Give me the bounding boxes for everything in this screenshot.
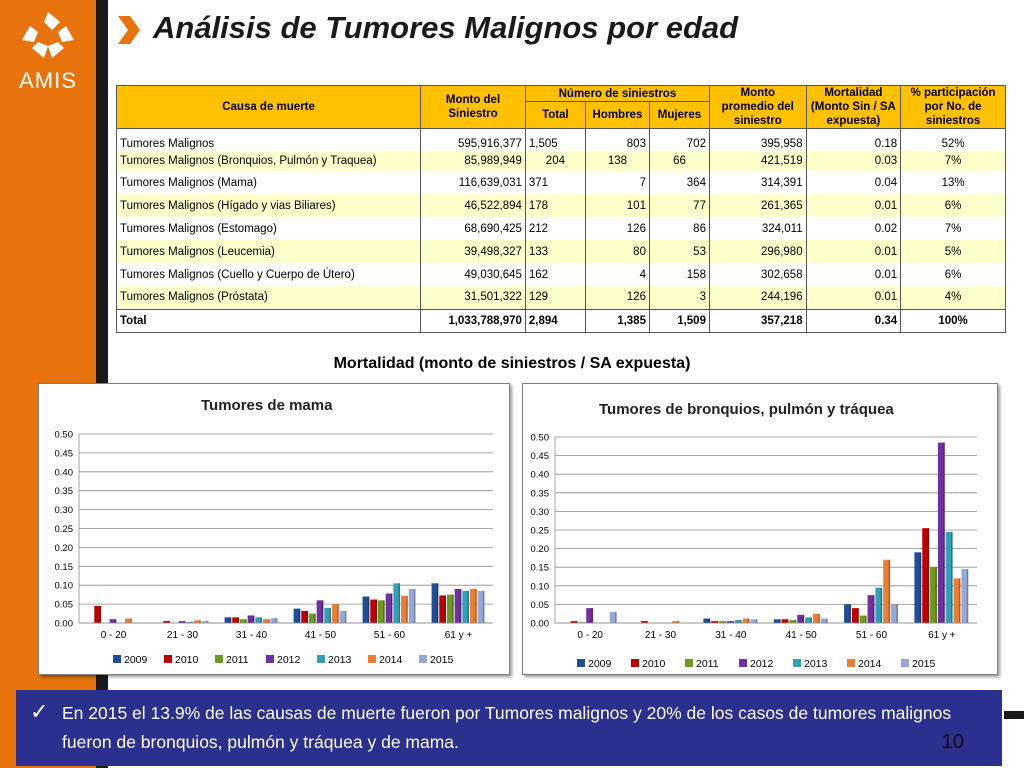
cell-total: 178 xyxy=(525,194,585,217)
cell-share: 6% xyxy=(901,194,1006,217)
bar-shade xyxy=(928,528,930,623)
cell-mortality: 0.01 xyxy=(806,286,901,309)
cell-share: 13% xyxy=(901,171,1006,194)
table-row xyxy=(117,171,1006,194)
cell-amount: 68,690,425 xyxy=(421,217,526,240)
cell-cause: Tumores Malignos (Próstata) xyxy=(117,286,421,309)
cell-women: 53 xyxy=(649,240,709,263)
logo-text: AMIS xyxy=(19,68,77,93)
x-tick-label: 31 - 40 xyxy=(235,630,268,641)
cell-share: 6% xyxy=(901,263,1006,286)
summary-text: En 2015 el 13.9% de las causas de muerte fueron por Tumores malignos y 20% de los casos de tumores malignos fueron de bronquios, pulmón y tráquea y de mama. xyxy=(62,703,952,752)
bar-shade xyxy=(414,589,416,623)
legend-swatch xyxy=(419,655,427,663)
cell-women: 158 xyxy=(649,263,709,286)
bar-shade xyxy=(896,604,898,623)
legend-label: 2012 xyxy=(277,654,301,666)
summary-note xyxy=(16,690,1002,766)
legend-label: 2015 xyxy=(912,658,936,670)
cell-amount: 46,522,894 xyxy=(421,194,526,217)
bar-shade xyxy=(460,589,462,623)
cell-cause: Tumores Malignos (Hígado y vias Biliares) xyxy=(117,194,421,217)
y-tick-label: 0.30 xyxy=(54,505,73,517)
legend-label: 2013 xyxy=(328,654,352,666)
table-row xyxy=(117,286,1006,309)
y-tick-label: 0.30 xyxy=(530,506,549,518)
bar-shade xyxy=(276,618,278,623)
bar-shade xyxy=(237,617,239,623)
bar-shade xyxy=(779,619,781,623)
bar-shade xyxy=(967,569,969,623)
checkmark-icon: ✓ xyxy=(30,699,49,724)
cell-mortality: 0.01 xyxy=(806,263,901,286)
x-tick-label: 0 - 20 xyxy=(100,630,127,641)
cell-women: 702 xyxy=(649,129,709,152)
cell-avg: 296,980 xyxy=(709,240,806,263)
bar-shade xyxy=(322,600,324,623)
cell-men: 1,385 xyxy=(585,309,649,332)
decorative-bar xyxy=(1004,711,1024,719)
y-tick-label: 0.00 xyxy=(530,618,549,630)
cell-women: 86 xyxy=(649,217,709,240)
cell-men: 80 xyxy=(585,240,649,263)
x-tick-label: 51 - 60 xyxy=(373,630,406,641)
cell-women: 77 xyxy=(649,194,709,217)
x-tick-label: 61 y + xyxy=(928,630,956,641)
bar-shade xyxy=(437,583,439,623)
legend-label: 2015 xyxy=(430,654,454,666)
legend-swatch xyxy=(317,655,325,663)
header-share: % participación por No. de siniestros xyxy=(901,86,1006,129)
legend-swatch xyxy=(739,659,747,667)
table-row xyxy=(117,217,1006,240)
header-men: Hombres xyxy=(585,102,649,129)
cell-total: 371 xyxy=(525,171,585,194)
cell-mortality: 0.02 xyxy=(806,217,901,240)
bar-shade xyxy=(740,620,742,623)
bar-shade xyxy=(826,619,828,623)
legend-label: 2013 xyxy=(804,658,828,670)
legend-swatch xyxy=(847,659,855,667)
cell-mortality: 0.18 xyxy=(806,129,901,152)
legend-swatch xyxy=(631,659,639,667)
bar-shade xyxy=(483,591,485,623)
cell-total: 129 xyxy=(525,286,585,309)
bar-shade xyxy=(115,619,117,623)
bar-shade xyxy=(314,614,316,623)
legend-swatch xyxy=(266,655,274,663)
header-total: Total xyxy=(525,102,585,129)
cell-women: 364 xyxy=(649,171,709,194)
chart-mama-svg xyxy=(39,384,509,674)
cell-amount: 31,501,322 xyxy=(421,286,526,309)
header-cause: Causa de muerte xyxy=(117,86,421,129)
x-tick-label: 21 - 30 xyxy=(644,630,677,641)
cell-women: 66 xyxy=(649,151,709,171)
y-tick-label: 0.00 xyxy=(54,618,73,630)
cell-men: 101 xyxy=(585,194,649,217)
bar-shade xyxy=(475,589,477,623)
x-tick-label: 0 - 20 xyxy=(577,630,603,641)
y-tick-label: 0.25 xyxy=(54,524,73,535)
bar-shade xyxy=(299,609,301,623)
y-tick-label: 0.35 xyxy=(530,488,549,500)
bar-shade xyxy=(368,597,370,623)
cell-cause: Tumores Malignos (Bronquios, Pulmón y Traquea) xyxy=(117,151,421,171)
bar-shade xyxy=(709,619,711,623)
bar-shade xyxy=(130,618,132,623)
y-tick-label: 0.15 xyxy=(530,562,549,574)
cell-amount: 39,498,327 xyxy=(421,240,526,263)
bar-shade xyxy=(873,595,875,623)
charts-heading: Mortalidad (monto de siniestros / SA expuesta) xyxy=(333,355,691,372)
legend-swatch xyxy=(577,659,585,667)
bar-shade xyxy=(935,567,937,623)
header-avg: Monto promedio del siniestro xyxy=(709,86,806,129)
cell-amount: 116,639,031 xyxy=(421,171,526,194)
y-tick-label: 0.50 xyxy=(54,429,73,441)
cell-mortality: 0.34 xyxy=(806,309,901,332)
legend-swatch xyxy=(215,655,223,663)
header-mortality: Mortalidad (Monto Sin / SA expuesta) xyxy=(806,86,901,129)
cell-women: 1,509 xyxy=(649,309,709,332)
bar-shade xyxy=(881,588,883,623)
header-amount: Monto del Siniestro xyxy=(421,86,526,129)
cell-amount: 49,030,645 xyxy=(421,263,526,286)
bar-shade xyxy=(889,560,891,623)
cell-avg: 395,958 xyxy=(709,129,806,152)
bar-shade xyxy=(810,617,812,623)
legend-swatch xyxy=(901,659,909,667)
bar-shade xyxy=(444,595,446,623)
legend-label: 2010 xyxy=(175,654,199,666)
x-tick-label: 51 - 60 xyxy=(855,630,888,641)
y-tick-label: 0.05 xyxy=(54,599,73,611)
bar-shade xyxy=(337,604,339,623)
y-tick-label: 0.10 xyxy=(530,581,549,593)
cell-total: 1,505 xyxy=(525,129,585,152)
cell-avg: 421,519 xyxy=(709,151,806,171)
cell-cause: Tumores Malignos (Leucemia) xyxy=(117,240,421,263)
bar-shade xyxy=(391,594,393,623)
bar-shade xyxy=(865,616,867,623)
cell-mortality: 0.03 xyxy=(806,151,901,171)
legend-swatch xyxy=(685,659,693,667)
cell-mortality: 0.01 xyxy=(806,240,901,263)
chart-title: Tumores de bronquios, pulmón y tráquea xyxy=(599,401,894,418)
page-title: Análisis de Tumores Malignos por edad xyxy=(153,10,739,45)
cell-men: 126 xyxy=(585,217,649,240)
legend-swatch xyxy=(368,655,376,663)
table-row xyxy=(117,151,1006,171)
y-tick-label: 0.45 xyxy=(530,451,549,463)
cell-cause: Tumores Malignos (Mama) xyxy=(117,171,421,194)
x-tick-label: 61 y + xyxy=(444,630,473,641)
chart-mama xyxy=(38,383,510,675)
cell-total: 2,894 xyxy=(525,309,585,332)
bar-shade xyxy=(468,591,470,623)
page-number: 10 xyxy=(941,731,964,753)
tumor-table xyxy=(116,85,1006,333)
legend-label: 2009 xyxy=(588,658,612,670)
bar-shade xyxy=(592,608,594,623)
amis-logo xyxy=(8,8,88,92)
y-tick-label: 0.20 xyxy=(530,544,549,556)
x-tick-label: 41 - 50 xyxy=(785,630,817,641)
bar-shade xyxy=(959,578,961,623)
bar-shade xyxy=(306,611,308,623)
y-tick-label: 0.35 xyxy=(54,486,73,498)
y-tick-label: 0.40 xyxy=(54,467,73,479)
bar-shade xyxy=(330,608,332,623)
cell-women: 3 xyxy=(649,286,709,309)
table-row xyxy=(117,263,1006,286)
bar-shade xyxy=(857,608,859,623)
bar-shade xyxy=(849,604,851,623)
bar-shade xyxy=(920,552,922,623)
bar-shade xyxy=(399,583,401,623)
cell-amount: 1,033,788,970 xyxy=(421,309,526,332)
chart-title: Tumores de mama xyxy=(201,397,333,414)
header-women: Mujeres xyxy=(649,102,709,129)
cell-amount: 595,916,377 xyxy=(421,129,526,152)
bar-shade xyxy=(245,619,247,623)
cell-share: 5% xyxy=(901,240,1006,263)
cell-avg: 324,011 xyxy=(709,217,806,240)
y-tick-label: 0.15 xyxy=(54,561,73,573)
y-tick-label: 0.10 xyxy=(54,580,73,592)
cell-men: 138 xyxy=(585,151,649,171)
table-row xyxy=(117,129,1006,152)
bar-shade xyxy=(253,615,255,623)
cell-men: 803 xyxy=(585,129,649,152)
legend-label: 2014 xyxy=(858,658,882,670)
cell-share: 52% xyxy=(901,129,1006,152)
y-tick-label: 0.50 xyxy=(530,432,549,444)
cell-amount: 85,989,949 xyxy=(421,151,526,171)
bar-shade xyxy=(452,595,454,623)
cell-mortality: 0.01 xyxy=(806,194,901,217)
cell-avg: 244,196 xyxy=(709,286,806,309)
cell-cause: Total xyxy=(117,309,421,332)
cell-avg: 302,658 xyxy=(709,263,806,286)
bar-shade xyxy=(787,619,789,623)
header-claims-group: Número de siniestros xyxy=(525,86,709,102)
bar-shade xyxy=(951,532,953,623)
chart-bronquios xyxy=(522,383,998,675)
cell-avg: 357,218 xyxy=(709,309,806,332)
cell-share: 7% xyxy=(901,217,1006,240)
cell-men: 126 xyxy=(585,286,649,309)
table-row xyxy=(117,194,1006,217)
legend-label: 2009 xyxy=(124,654,148,666)
legend-swatch xyxy=(793,659,801,667)
y-tick-label: 0.40 xyxy=(530,469,549,481)
bar-shade xyxy=(230,617,232,623)
amis-logo-icon xyxy=(8,8,88,68)
cell-avg: 314,391 xyxy=(709,171,806,194)
bar-shade xyxy=(383,600,385,623)
legend-label: 2012 xyxy=(750,658,774,670)
bar-shade xyxy=(99,606,101,623)
legend-label: 2011 xyxy=(226,654,249,666)
chart-bronquios-svg xyxy=(523,384,997,674)
bar-shade xyxy=(406,596,408,623)
cell-total: 133 xyxy=(525,240,585,263)
legend-swatch xyxy=(113,655,121,663)
chevron-right-icon xyxy=(116,14,140,46)
y-tick-label: 0.05 xyxy=(530,599,549,611)
bar-shade xyxy=(748,619,750,623)
y-tick-label: 0.20 xyxy=(54,542,73,554)
cell-cause: Tumores Malignos (Estomago) xyxy=(117,217,421,240)
bar-shade xyxy=(375,600,377,623)
bar-shade xyxy=(261,617,263,623)
table-row xyxy=(117,240,1006,263)
table-total-row xyxy=(117,309,1006,332)
bar-shade xyxy=(818,614,820,623)
cell-men: 7 xyxy=(585,171,649,194)
x-tick-label: 31 - 40 xyxy=(715,630,747,641)
y-tick-label: 0.45 xyxy=(54,448,73,460)
legend-label: 2014 xyxy=(379,654,403,666)
cell-share: 100% xyxy=(901,309,1006,332)
y-tick-label: 0.25 xyxy=(530,525,549,537)
bar-shade xyxy=(615,612,617,623)
bar-shade xyxy=(943,443,945,623)
bar-shade xyxy=(795,620,797,623)
bar-shade xyxy=(268,619,270,623)
cell-total: 212 xyxy=(525,217,585,240)
x-tick-label: 21 - 30 xyxy=(166,630,199,641)
legend-label: 2010 xyxy=(642,658,666,670)
legend-swatch xyxy=(164,655,172,663)
x-tick-label: 41 - 50 xyxy=(304,630,337,641)
legend-label: 2011 xyxy=(696,658,719,670)
cell-cause: Tumores Malignos xyxy=(117,129,421,152)
bar-shade xyxy=(345,611,347,623)
cell-total: 204 xyxy=(525,151,585,171)
bar-shade xyxy=(756,619,758,623)
cell-avg: 261,365 xyxy=(709,194,806,217)
bar-shade xyxy=(803,615,805,623)
cell-total: 162 xyxy=(525,263,585,286)
cell-share: 4% xyxy=(901,286,1006,309)
cell-cause: Tumores Malignos (Cuello y Cuerpo de Útero) xyxy=(117,263,421,286)
cell-share: 7% xyxy=(901,151,1006,171)
cell-men: 4 xyxy=(585,263,649,286)
cell-mortality: 0.04 xyxy=(806,171,901,194)
